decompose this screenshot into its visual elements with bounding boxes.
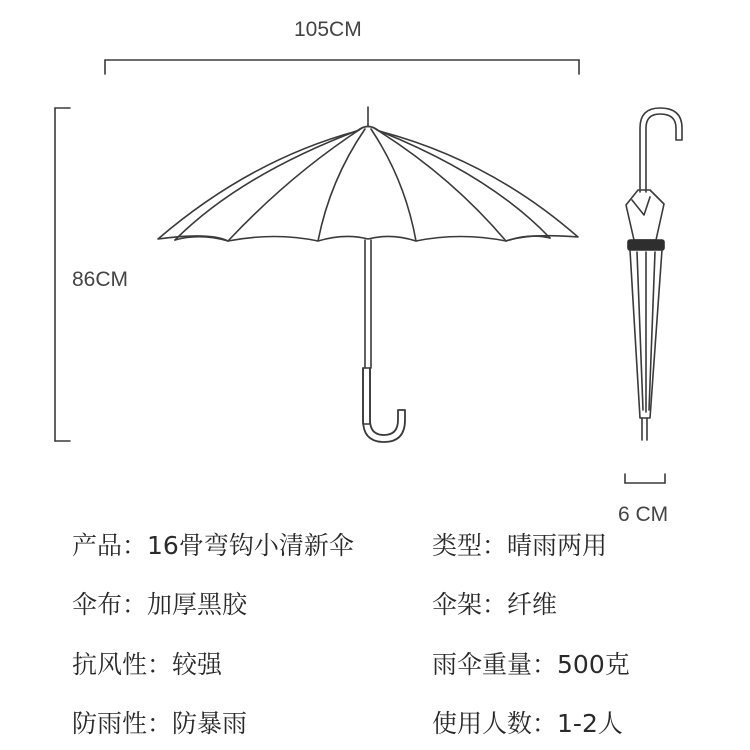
spec-wind-resistance (72, 645, 222, 681)
spec-value: 晴雨两用 (507, 531, 608, 560)
spec-value: 加厚黑胶 (147, 590, 248, 619)
spec-type (432, 526, 607, 562)
spec-key: 抗风性： (72, 650, 173, 679)
spec-frame (432, 585, 557, 621)
width-dimension-bracket (105, 60, 579, 74)
folded-umbrella (626, 108, 682, 440)
spec-rain-resistance (72, 704, 247, 740)
spec-key: 使用人数： (432, 709, 558, 738)
height-dimension-label: 86CM (72, 268, 129, 291)
spec-user-count (432, 704, 623, 740)
spec-value: 16骨弯钩小清新伞 (147, 531, 354, 560)
spec-value: 纤维 (507, 590, 558, 619)
spec-key: 产品： (72, 531, 148, 560)
folded-width-dimension-label: 6 CM (618, 503, 669, 526)
spec-value: 较强 (172, 650, 223, 679)
spec-key: 类型： (432, 531, 508, 560)
spec-value: 1-2人 (557, 709, 623, 738)
spec-fabric (72, 585, 247, 621)
width-dimension-label: 105CM (294, 18, 362, 41)
spec-value: 500克 (557, 650, 630, 679)
spec-key: 雨伞重量： (432, 650, 558, 679)
spec-weight (432, 645, 630, 681)
spec-value: 防暴雨 (172, 709, 248, 738)
spec-key: 防雨性： (72, 709, 173, 738)
height-dimension-bracket (55, 108, 70, 441)
spec-key: 伞布： (72, 590, 148, 619)
spec-key: 伞架： (432, 590, 508, 619)
folded-width-bracket (625, 474, 665, 483)
open-umbrella (158, 107, 578, 442)
spec-product (72, 526, 354, 562)
